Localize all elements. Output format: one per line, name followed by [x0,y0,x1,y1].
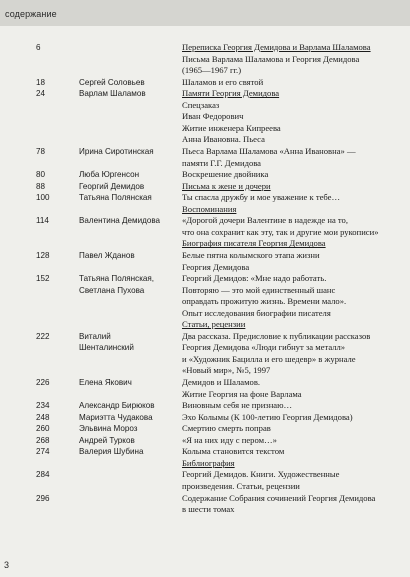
toc-page-number: 260 [36,424,50,434]
toc-entry [0,262,410,274]
toc-page-number: 268 [36,435,50,445]
toc-title: Ты спасла дружбу и мое уважение к тебе… [182,192,341,203]
toc-page-number: 226 [36,378,50,387]
toc-page-number: 6 [36,43,41,52]
toc-entry [0,227,410,239]
toc-entry [0,469,410,481]
toc-entry [0,365,410,377]
toc-page-number: 78 [36,146,46,156]
toc-title: произведения. Статьи, рецензии [182,480,300,491]
toc-entry [0,100,410,112]
toc-entry [0,77,410,89]
toc-section-heading: Библиография [182,457,235,468]
toc-author: Валентина Демидова [79,216,161,226]
toc-section-heading: Воспоминания [182,203,237,214]
toc-entry [0,331,410,343]
toc-title: Георгий Демидов: «Мне надо работать. [182,273,327,283]
toc-page-number: 274 [36,447,50,457]
toc-page-number: 18 [36,77,46,87]
toc-entry [0,123,410,135]
toc-entry [0,423,410,435]
toc-entry [0,435,410,447]
toc-entry [0,504,410,516]
toc-title: Иван Федорович [182,111,244,122]
toc-title: Эхо Колымы (К 100-летию Георгия Демидова) [182,411,353,422]
toc-entry [0,54,410,66]
toc-title: Письма Варлама Шаламова и Георгия Демидова [182,53,360,64]
toc-entry [0,169,410,181]
toc-entry [0,204,410,216]
toc-title: Шаламов и его святой [182,76,264,87]
toc-entry [0,458,410,470]
toc-entry [0,250,410,262]
toc-section-heading: Статьи, рецензии [182,319,246,330]
toc-entry [0,308,410,320]
toc-entry [0,377,410,389]
toc-page-number: 24 [36,89,46,99]
toc-page-number: 284 [36,470,50,480]
toc-title: Демидов и Шаламов. [182,377,261,387]
toc-entry [0,389,410,401]
toc-page-number: 248 [36,412,50,422]
toc-title: Георгия Демидова «Люди гибнут за металл» [182,342,346,353]
toc-entry [0,446,410,458]
toc-title: Пьеса Варлама Шаламова «Анна Ивановна» — [182,145,356,156]
toc-title: в шести томах [182,504,235,514]
toc-section-heading: Памяти Георгия Демидова [182,88,280,99]
toc-page-number: 114 [36,216,49,226]
toc-author: Татьяна Полянская, [79,274,155,283]
toc-title: «Новый мир», №5, 1997 [182,365,271,376]
toc-title: Колыма становится текстом [182,446,285,457]
toc-title: Опыт исследования биографии писателя [182,307,331,318]
toc-page-number: 222 [36,331,50,341]
toc-title: (1965—1967 гг.) [182,65,242,76]
toc-title: Содержание Собрания сочинений Георгия Демидова [182,492,376,503]
toc-entry [0,493,410,505]
toc-entry [0,319,410,331]
toc-title: Георгия Демидова [182,261,250,272]
toc-page-number: 234 [36,401,50,411]
toc-entry [0,481,410,493]
toc-entry [0,181,410,193]
toc-entry [0,88,410,100]
toc-page-number: 152 [36,274,50,283]
toc-author: Виталий [79,331,111,341]
toc-author: Елена Якович [79,378,132,387]
toc-page-number: 128 [36,250,50,260]
toc-entry [0,354,410,366]
toc-entry [0,412,410,424]
toc-title: памяти Г.Г. Демидова [182,157,261,168]
toc-author: Шенталинский [79,343,134,353]
toc-title: Смертию смерть поправ [182,423,271,434]
toc-author: Александр Бирюков [79,401,155,411]
toc-title: Спецзаказ [182,99,220,110]
toc-section-heading: Переписка Георгия Демидова и Варлама Шаламова [182,42,371,52]
toc-title: Белые пятна колымского этапа жизни [182,249,320,260]
toc-page-number: 296 [36,493,50,503]
toc-page-number: 100 [36,193,50,203]
toc-title: Житие инженера Кипреева [182,122,281,133]
toc-title: Два рассказа. Предисловие к публикации рассказов [182,330,371,341]
toc-entry [0,400,410,412]
toc-author: Павел Жданов [79,250,135,260]
toc-entry [0,134,410,146]
toc-author: Люба Юргенсон [79,170,140,180]
toc-author: Андрей Турков [79,435,135,445]
toc-title: Воскрешение двойника [182,169,269,180]
toc-title: «Я на них иду с пером…» [182,434,277,445]
toc-author: Сергей Соловьев [79,77,145,87]
toc-entry [0,65,410,77]
toc-author: Мариэтта Чудакова [79,412,153,422]
toc-title: Виновным себя не признаю… [182,400,293,411]
section-title: содержание [5,9,57,19]
toc-author: Светлана Пухова [79,285,145,295]
toc-author: Валерия Шубина [79,447,144,457]
toc-section-heading: Письма к жене и дочери [182,180,271,191]
toc-entry [0,42,410,54]
toc-author: Ирина Сиротинская [79,146,154,156]
page-number: 3 [4,560,10,570]
toc-page-number: 88 [36,181,46,191]
toc-section-heading: Биография писателя Георгия Демидова [182,238,326,249]
toc-title: что она сохранит как эту, так и другие мои рукописи» [182,226,379,237]
toc-title: «Дорогой дочери Валентине в надежде на то, [182,215,349,226]
toc-author: Варлам Шаламов [79,89,146,99]
toc-entry [0,238,410,250]
toc-title: Житие Георгия на фоне Варлама [182,388,302,399]
toc-title: Повторяю — это мой единственный шанс [182,284,336,295]
header-bar [0,0,410,26]
toc-author: Татьяна Полянская [79,193,152,203]
toc-page-number: 80 [36,170,46,180]
toc-entry [0,146,410,158]
toc-entry [0,296,410,308]
toc-title: и «Художник Бацилла и его шедевр» в журнале [182,353,356,364]
toc-author: Георгий Демидов [79,181,145,191]
toc-entry [0,215,410,227]
toc-entry [0,111,410,123]
toc-author: Эльвина Мороз [79,424,138,434]
toc-title: оправдать прожитую жизнь. Времени мало». [182,296,347,307]
toc-title: Георгий Демидов. Книги. Художественные [182,469,340,480]
toc-entry [0,192,410,204]
toc-entry [0,285,410,297]
toc-title: Анна Ивановна. Пьеса [182,134,265,145]
toc-entry [0,158,410,170]
toc-entry [0,342,410,354]
toc-entry [0,273,410,285]
